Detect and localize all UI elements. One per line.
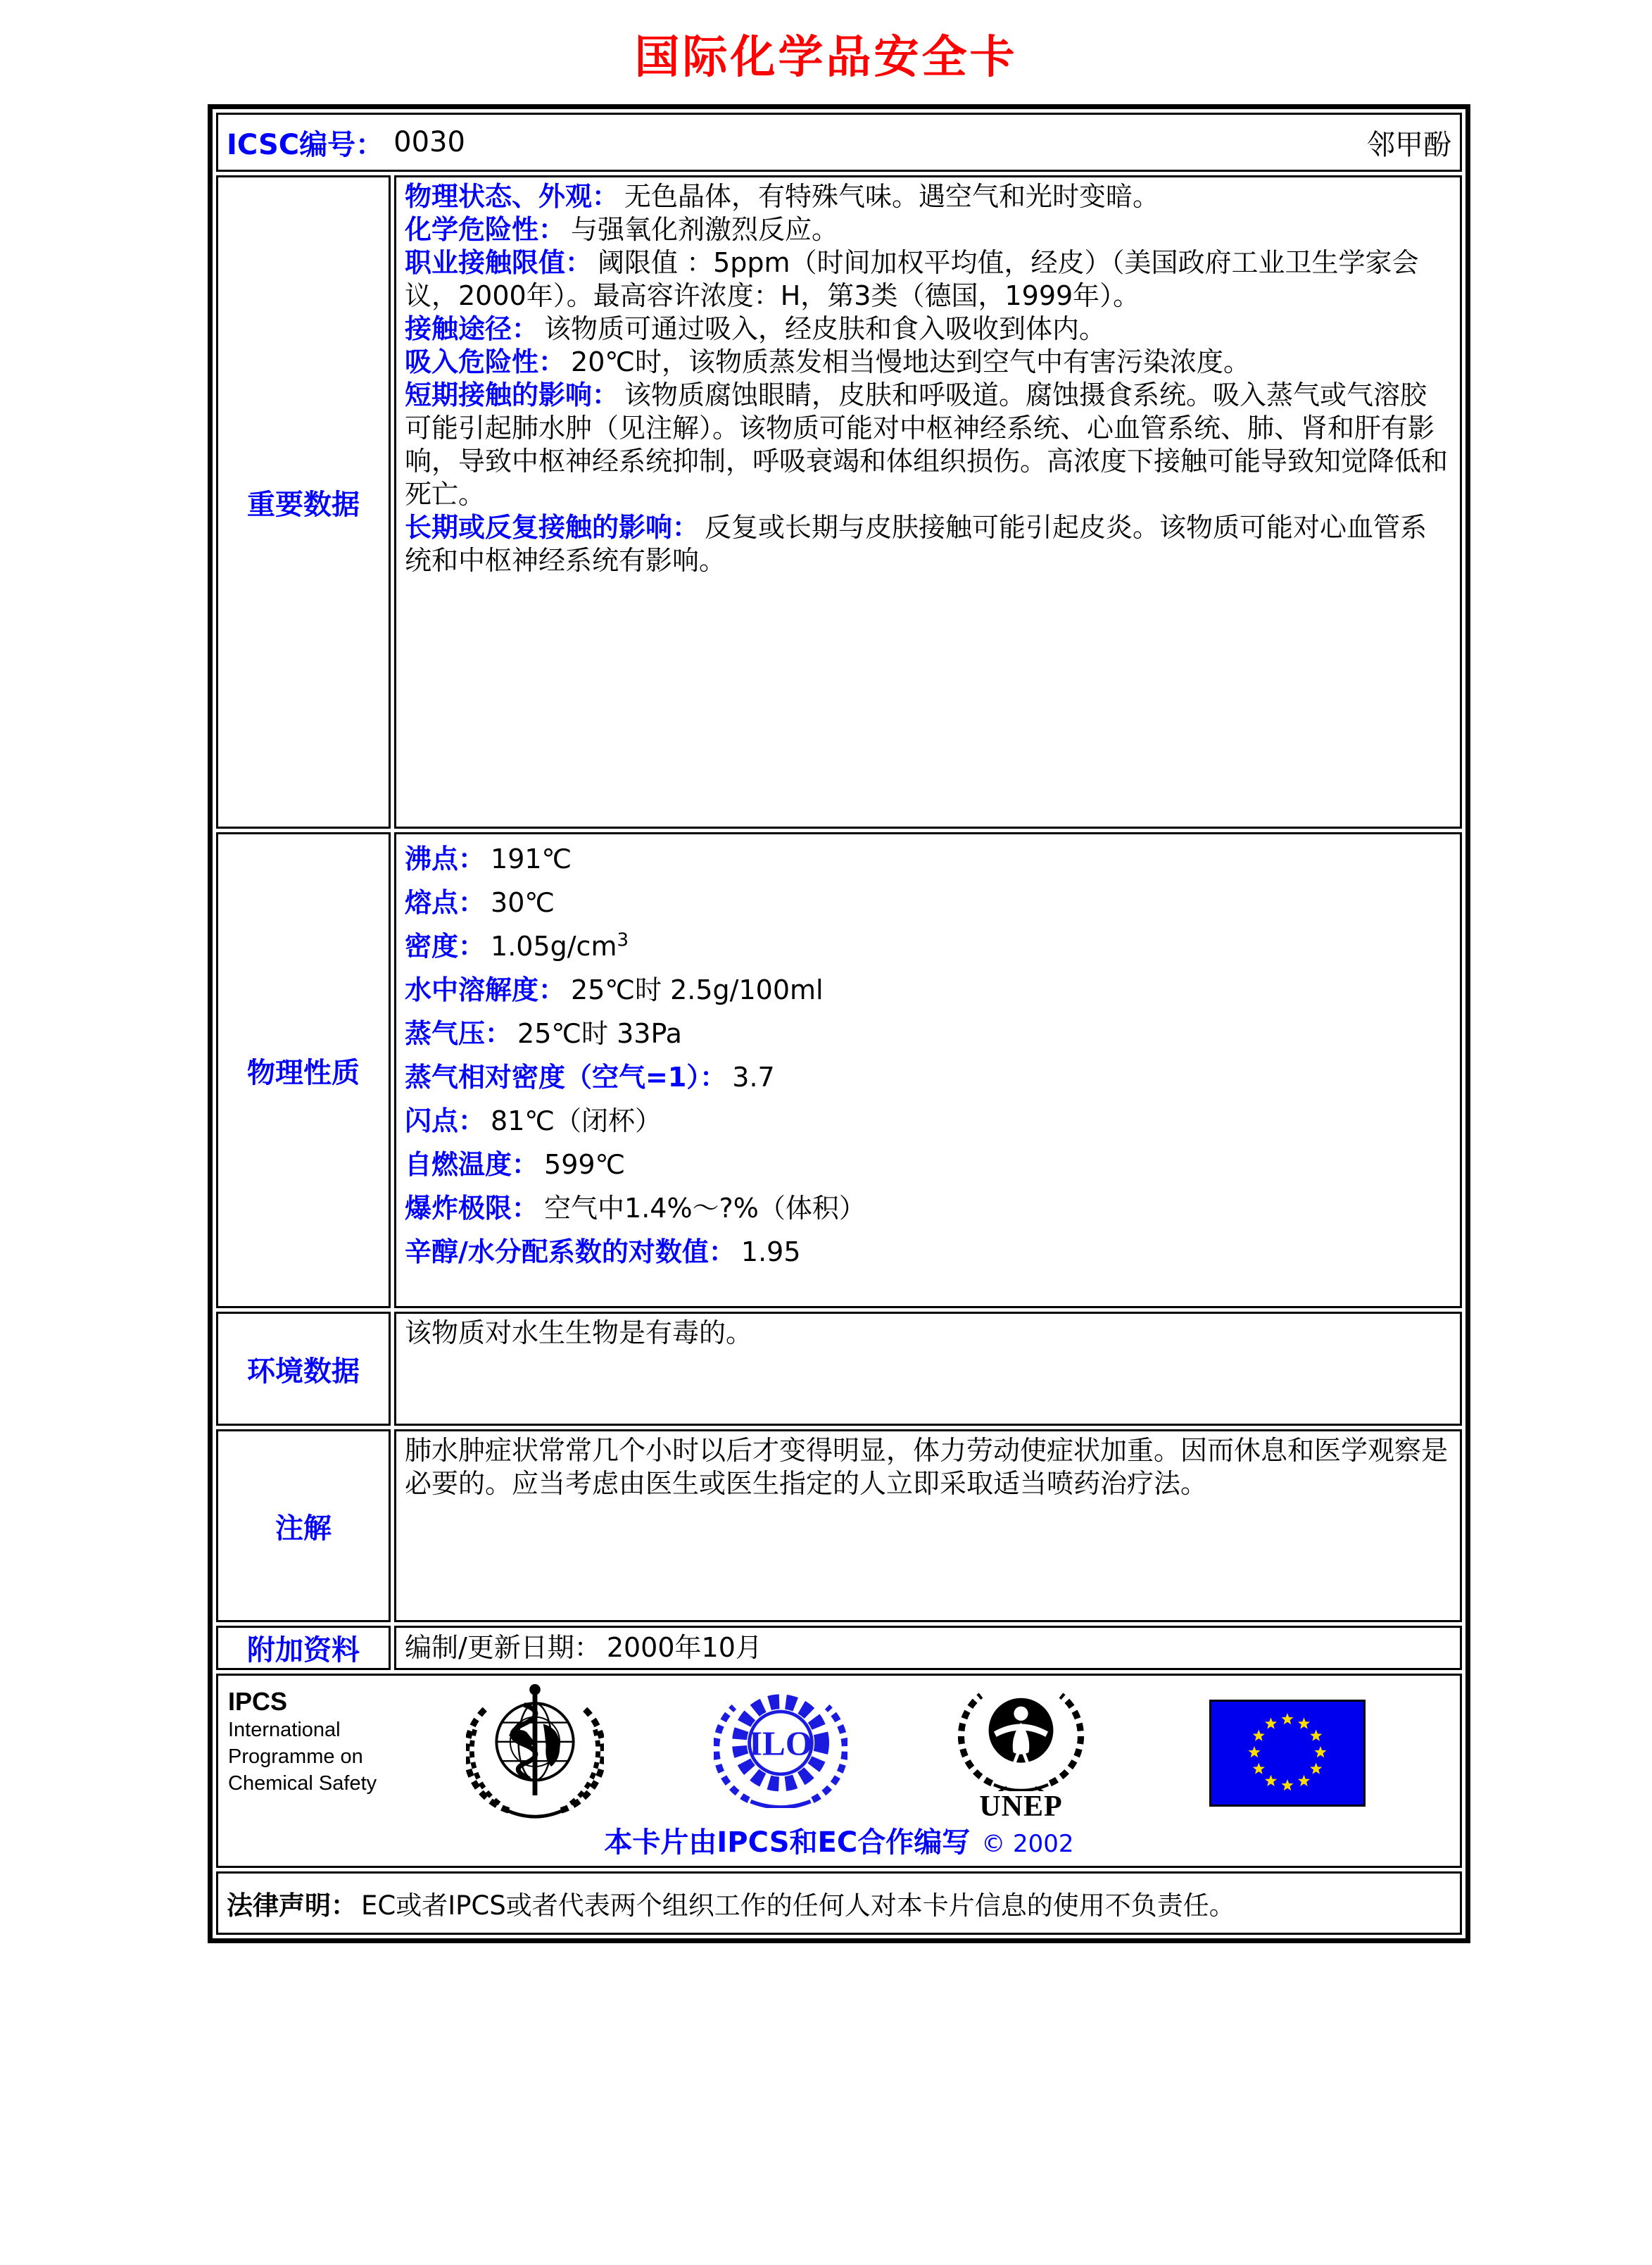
chemical-name: 邻甲酚 — [1367, 128, 1451, 161]
notes-content: 肺水肿症状常常几个小时以后才变得明显，体力劳动使症状加重。因而休息和医学观察是必要的。应当考虑由医生或医生指定的人立即采取适当喷药治疗法。 — [394, 1429, 1462, 1622]
page-title: 国际化学品安全卡 — [634, 32, 1018, 84]
logos-row — [216, 1674, 1462, 1868]
update-date-value: 2000年10月 — [606, 1632, 762, 1663]
field-value: 599℃ — [544, 1149, 626, 1180]
icsc-card — [208, 104, 1470, 1943]
field-label: 接触途径： — [405, 313, 539, 344]
field-value: 30℃ — [491, 887, 555, 918]
important-item — [405, 379, 1451, 511]
physical-item — [405, 1012, 1451, 1055]
field-label: 吸入危险性： — [405, 346, 566, 377]
field-value: 1.95 — [740, 1236, 801, 1267]
important-item — [405, 511, 1451, 577]
field-label: 物理状态、外观： — [405, 181, 619, 212]
unep-logo-icon — [956, 1680, 1086, 1791]
important-item — [405, 346, 1451, 379]
update-date-label: 编制/更新日期： — [405, 1632, 601, 1663]
icsc-number-label: ICSC编号： — [227, 128, 384, 161]
unep-wordmark: UNEP — [979, 1790, 1063, 1823]
field-text: 阈限值 ：5ppm（时间加权平均值，经皮）（美国政府工业卫生学家会议，2000年）。最高容许浓度：H，第3类（德国，1999年）。 — [405, 247, 1419, 311]
field-value: 81℃（闭杯） — [491, 1105, 662, 1136]
legal-text: EC或者IPCS或者代表两个组织工作的任何人对本卡片信息的使用不负责任。 — [361, 1890, 1235, 1921]
density-superscript: 3 — [617, 929, 629, 951]
eu-flag-icon — [1209, 1700, 1366, 1809]
field-label: 爆炸极限： — [405, 1193, 539, 1224]
field-text: 反复或长期与皮肤接触可能引起皮炎。该物质可能对心血管系统和中枢神经系统有影响。 — [405, 512, 1427, 576]
environment-data-row — [216, 1312, 1462, 1426]
icsc-number-group — [227, 123, 465, 163]
physical-item — [405, 1186, 1451, 1230]
field-text: 该物质腐蚀眼睛，皮肤和呼吸道。腐蚀摄食系统。吸入蒸气或气溶胶可能引起肺水肿（见注解）。该物质可能对中枢神经系统、心血管系统、肺、肾和肝有影响，导致中枢神经系统抑制，呼吸衰竭和体组织损伤。高浓度下接触可能导致知觉降低和死亡。 — [405, 379, 1449, 510]
additional-info-row — [216, 1626, 1462, 1670]
important-data-row — [216, 175, 1462, 829]
field-value: 25℃时 2.5g/100ml — [571, 974, 824, 1005]
physical-item — [405, 1099, 1451, 1143]
legal-label: 法律声明： — [227, 1890, 357, 1921]
important-item — [405, 246, 1451, 313]
field-value: 25℃时 33Pa — [517, 1018, 682, 1049]
unep-logo-block — [956, 1680, 1086, 1824]
ipcs-acronym: IPCS — [228, 1687, 288, 1716]
who-logo-icon — [466, 1681, 604, 1825]
physical-item — [405, 1143, 1451, 1186]
header-cell — [216, 113, 1462, 172]
header-row — [216, 113, 1462, 172]
field-label: 蒸气压： — [405, 1018, 512, 1049]
important-data-title: 重要数据 — [216, 175, 391, 829]
ipcs-name-line: Programme on — [228, 1745, 363, 1768]
physical-item — [405, 837, 1451, 881]
ipcs-text-block — [228, 1687, 377, 1797]
field-text: 无色晶体，有特殊气味。遇空气和光时变暗。 — [624, 181, 1160, 212]
ipcs-name-line: Chemical Safety — [228, 1772, 377, 1795]
additional-info-title: 附加资料 — [216, 1626, 391, 1670]
important-item — [405, 180, 1451, 213]
legal-cell — [216, 1871, 1462, 1935]
physical-properties-row — [216, 832, 1462, 1308]
logos-cell — [216, 1674, 1462, 1868]
field-value: 191℃ — [491, 843, 572, 874]
field-label: 自燃温度： — [405, 1149, 539, 1180]
field-label: 水中溶解度： — [405, 974, 566, 1005]
field-label: 化学危险性： — [405, 214, 566, 245]
field-label: 长期或反复接触的影响： — [405, 512, 700, 543]
field-label: 闪点： — [405, 1105, 486, 1136]
important-item — [405, 213, 1451, 246]
environment-data-title: 环境数据 — [216, 1312, 391, 1426]
field-text: 与强氧化剂激烈反应。 — [571, 214, 839, 245]
notes-title: 注解 — [216, 1429, 391, 1622]
ipcs-name-line: International — [228, 1719, 341, 1741]
notes-row — [216, 1429, 1462, 1622]
physical-properties-title: 物理性质 — [216, 832, 391, 1308]
physical-item — [405, 1055, 1451, 1099]
field-value: 1.05g/cm — [491, 931, 617, 962]
legal-row — [216, 1871, 1462, 1935]
footer-copyright: © 2002 — [981, 1830, 1074, 1858]
field-label: 职业接触限值： — [405, 247, 593, 278]
additional-info-content — [394, 1626, 1462, 1670]
icsc-number-value: 0030 — [393, 126, 465, 158]
field-label: 沸点： — [405, 843, 486, 874]
environment-data-content: 该物质对水生生物是有毒的。 — [394, 1312, 1462, 1426]
physical-item — [405, 1230, 1451, 1274]
ilo-logo-icon — [714, 1687, 847, 1811]
important-item — [405, 313, 1451, 346]
field-text: 该物质可通过吸入，经皮肤和食入吸收到体内。 — [544, 313, 1106, 344]
physical-item — [405, 924, 1451, 968]
field-label: 辛醇/水分配系数的对数值： — [405, 1236, 736, 1267]
field-label: 熔点： — [405, 887, 486, 918]
important-data-content — [394, 175, 1462, 829]
physical-item — [405, 881, 1451, 924]
field-label: 短期接触的影响： — [405, 379, 619, 410]
physical-item — [405, 968, 1451, 1012]
field-value: 3.7 — [732, 1062, 775, 1093]
physical-properties-content — [394, 832, 1462, 1308]
footer-caption-text: 本卡片由IPCS和EC合作编写 — [604, 1826, 971, 1859]
field-label: 密度： — [405, 931, 486, 962]
field-text: 20℃时，该物质蒸发相当慢地达到空气中有害污染浓度。 — [571, 346, 1251, 377]
field-label: 蒸气相对密度（空气=1）： — [405, 1062, 727, 1093]
footer-caption — [218, 1820, 1460, 1860]
field-value: 空气中1.4%～?%（体积） — [544, 1193, 866, 1224]
ilo-letters: ILO — [748, 1724, 813, 1763]
